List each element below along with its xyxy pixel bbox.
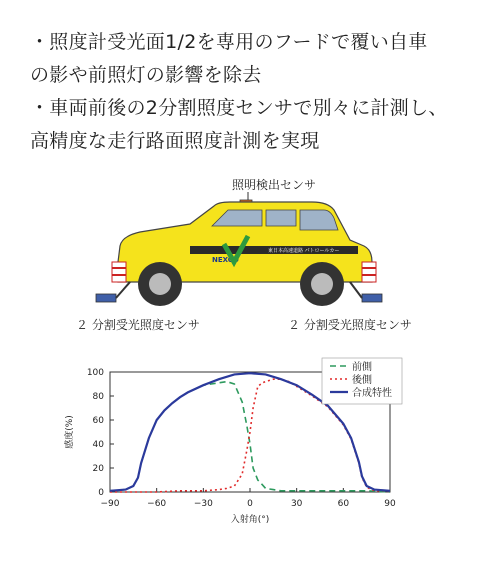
bullet-line-1: ・照度計受光面1/2を専用のフードで覆い自車 [30,31,428,53]
rear-sensor-unit [362,294,382,302]
x-tick-label: 30 [290,499,303,509]
legend-label-0: 前側 [352,362,372,373]
body-side-text: 東日本高速道路 パトロールカー [268,248,340,254]
top-sensor-label: 照明検出センサ [232,178,317,192]
y-tick-label: 100 [86,368,104,378]
x-tick-label: −30 [193,499,213,509]
y-axis-label: 感度(%) [65,415,75,449]
left-sensor-label: ２ 分割受光照度センサ [76,318,200,332]
x-tick-label: 60 [337,499,350,509]
bullet-line-3: ・車両前後の2分割照度センサで別々に計測し、 [30,97,448,119]
x-tick-label: 0 [247,499,253,509]
legend-label-1: 後側 [352,375,372,386]
right-sensor-label: ２ 分割受光照度センサ [288,318,412,332]
y-tick-label: 20 [92,464,104,474]
rear-sensor-hood [362,262,376,282]
bullet-line-2: の影や前照灯の影響を除去 [30,64,262,86]
x-tick-label: −60 [147,499,167,509]
legend-label-2: 合成特性 [352,388,392,399]
sensitivity-chart [0,352,480,562]
x-tick-label: 90 [384,499,396,509]
y-tick-label: 40 [92,440,104,450]
y-tick-label: 80 [92,392,104,402]
x-axis-label: 入射角(°) [230,515,270,525]
bullet-line-4: 高精度な走行路面照度計測を実現 [30,130,320,152]
y-tick-label: 0 [98,488,104,498]
front-sensor-unit [96,294,116,302]
door-logo-text: NEXCO [212,256,239,264]
y-tick-label: 60 [92,416,104,426]
middle-window [266,210,296,226]
x-tick-label: −90 [100,499,120,509]
front-sensor-hood [112,262,126,282]
